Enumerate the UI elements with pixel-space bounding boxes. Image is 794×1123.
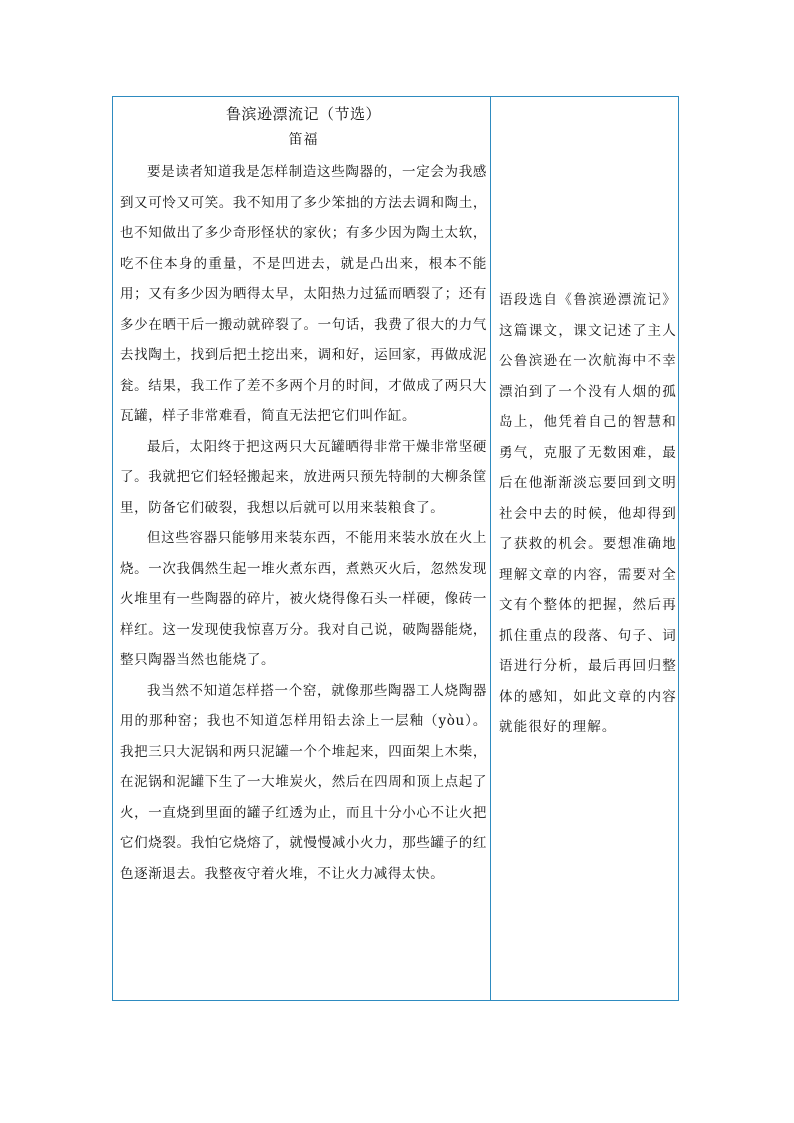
passage-title: 鲁滨逊漂流记（节选）: [225, 105, 381, 123]
passage-author: 笛福: [288, 132, 319, 148]
paragraph-4: 我当然不知道怎样搭一个窑，就像那些陶器工人烧陶器用的那种窑；我也不知道怎样用铅去涂上一层釉（yòu）。我把三只大泥锅和两只泥罐一个个堆起来，四面架上木柴，在泥锅和泥罐下生了一大堆炭火，然后在四周和顶上点起了火，一直烧到里面的罐子红透为止，而且十分小心不让火把它们烧裂。我怕它烧熔了，就慢慢减小火力，那些罐子的红色逐渐退去。我整夜守着火堆，不让火力减得太快。: [120, 682, 487, 882]
commentary-cell: [499, 285, 677, 743]
paragraph-1: 要是读者知道我是怎样制造这些陶器的，一定会为我感到又可怜又可笑。我不知用了多少笨拙的方法去调和陶土，也不知做出了多少奇形怪状的家伙；有多少因为陶土太软，吃不住本身的重量，不是凹进去，就是凸出来，根本不能用；又有多少因为晒得太早，太阳热力过猛而晒裂了；还有多少在晒干后一搬动就碎裂了。一句话，我费了很大的力气去找陶土，找到后把土挖出来，调和好，运回家，再做成泥瓮。结果，我工作了差不多两个月的时间，才做成了两只大瓦罐，样子非常难看，简直无法把它们叫作缸。: [120, 164, 487, 424]
content-table: [112, 96, 679, 1001]
column-divider: [490, 97, 491, 1000]
commentary-text: 语段选自《鲁滨逊漂流记》这篇课文，课文记述了主人公鲁滨逊在一次航海中不幸漂泊到了一个没有人烟的孤岛上，他凭着自己的智慧和勇气，克服了无数困难，最后在他渐渐淡忘要回到文明社会中去的时候，他却得到了获救的机会。要想准确地理解文章的内容，需要对全文有个整体的把握，然后再抓住重点的段落、句子、词语进行分析，最后再回归整体的感知，如此文章的内容就能很好的理解。: [499, 292, 677, 735]
text-cell: [120, 101, 487, 889]
paragraph-3: 但这些容器只能够用来装东西，不能用来装水放在火上烧。一次我偶然生起一堆火煮东西，煮熟灭火后，忽然发现火堆里有一些陶器的碎片，被火烧得像石头一样硬，像砖一样红。这一发现使我惊喜万分。我对自己说，破陶器能烧，整只陶器当然也能烧了。: [120, 530, 487, 668]
paragraph-2: 最后，太阳终于把这两只大瓦罐晒得非常干燥非常坚硬了。我就把它们轻轻搬起来，放进两只预先特制的大柳条筐里，防备它们破裂，我想以后就可以用来装粮食了。: [120, 438, 487, 516]
